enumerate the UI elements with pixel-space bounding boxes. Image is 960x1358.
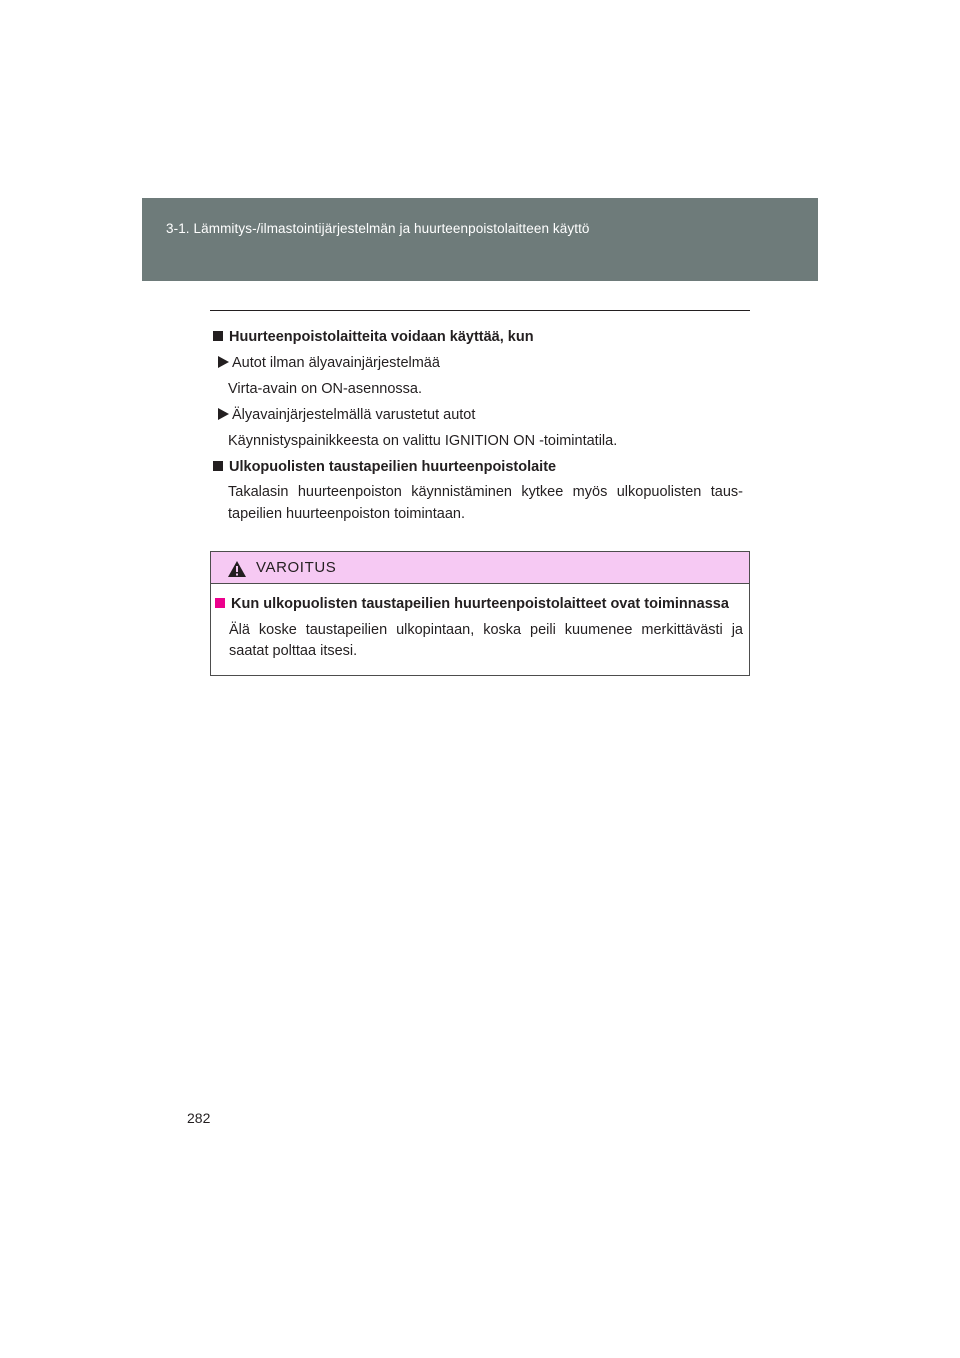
top-rule <box>210 310 750 311</box>
warning-triangle-icon <box>227 560 247 578</box>
warning-box <box>210 551 750 676</box>
triangle-bullet-icon <box>218 356 229 368</box>
page-number: 282 <box>187 1110 211 1126</box>
warning-title: VAROITUS <box>256 559 337 576</box>
mirror-defroster-text: Takalasin huurteenpoiston käynnistäminen kytkee myös ulkopuolisten taus-tapeilien huurteenpoiston toimintaan. <box>228 484 743 522</box>
heading-mirror-defroster: Ulkopuolisten taustapeilien huurteenpoistolaite <box>210 459 556 475</box>
section-header-band <box>142 198 818 281</box>
bullet-smart-key: Älyavainjärjestelmällä varustetut autot <box>218 407 475 423</box>
bullet-smart-key-text: Käynnistyspainikkeesta on valittu IGNITION ON -toimintatila. <box>228 433 618 449</box>
bullet-no-smart-key-text: Virta-avain on ON-asennossa. <box>228 381 422 397</box>
bullet-no-smart-key: Autot ilman älyavainjärjestelmää <box>218 355 440 371</box>
triangle-bullet-icon <box>218 408 229 420</box>
square-bullet-icon <box>215 598 225 608</box>
warning-subheading: Kun ulkopuolisten taustapeilien huurteenpoistolaitteet ovat toiminnassa <box>211 596 729 612</box>
square-bullet-icon <box>213 461 223 471</box>
square-bullet-icon <box>213 331 223 341</box>
heading-defroster-use: Huurteenpoistolaitteita voidaan käyttää, kun <box>210 329 534 345</box>
section-title: 3-1. Lämmitys-/ilmastointijärjestelmän ja huurteenpoistolaitteen käyttö <box>166 221 590 236</box>
warning-text: Älä koske taustapeilien ulkopintaan, koska peili kuumenee merkittävästi ja saatat polttaa itsesi. <box>229 622 743 659</box>
warning-header <box>211 552 749 584</box>
